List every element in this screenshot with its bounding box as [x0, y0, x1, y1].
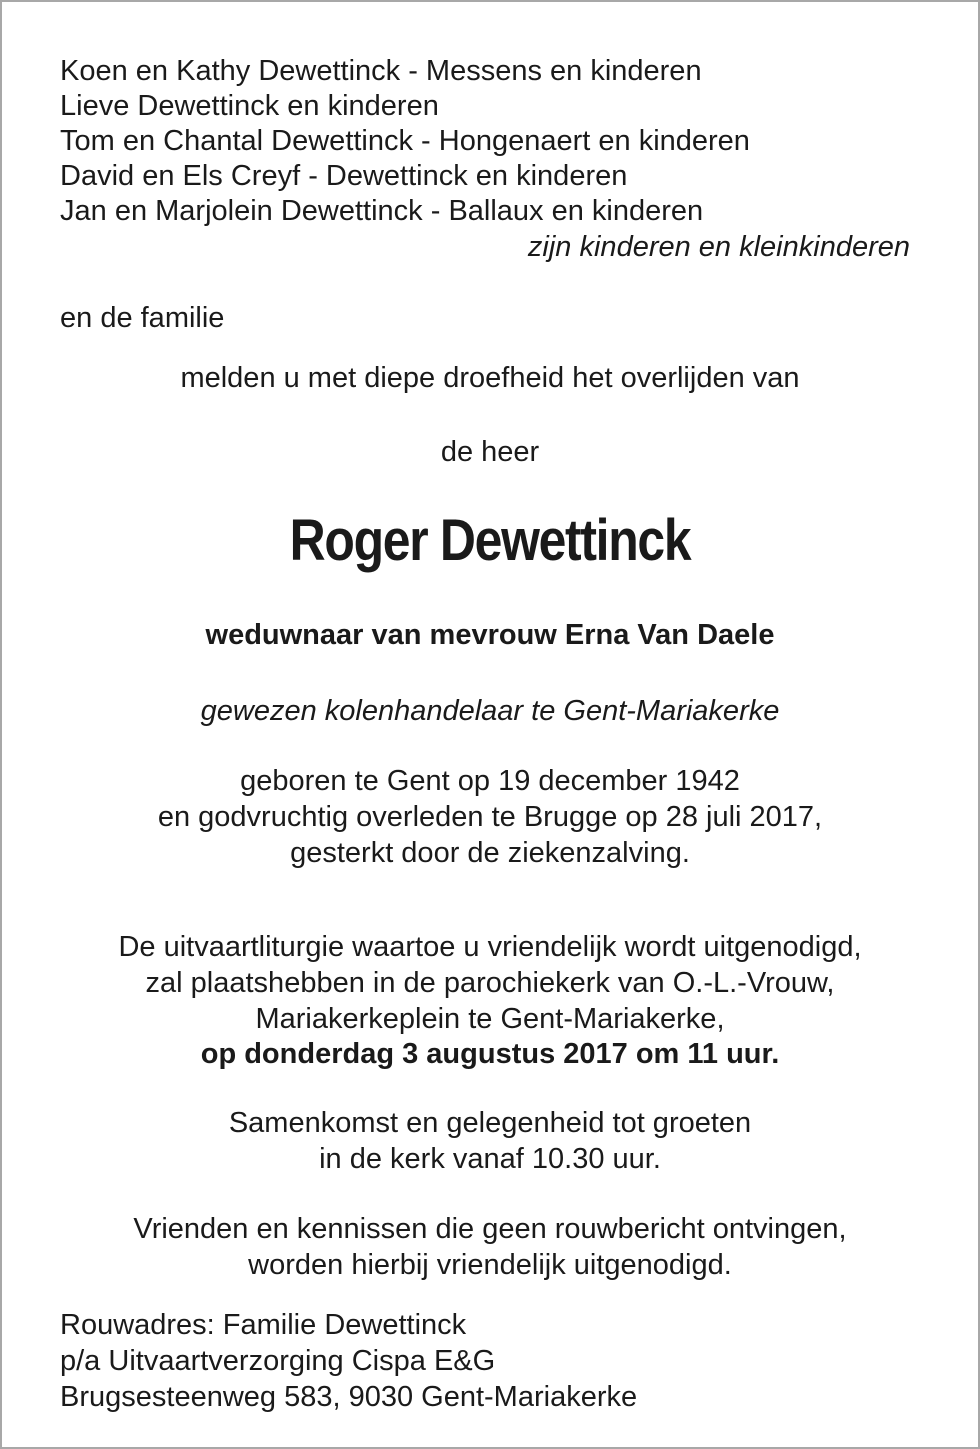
funeral-datetime: op donderdag 3 augustus 2017 om 11 uur.: [200, 1038, 780, 1070]
funeral-line-2: zal plaatshebben in de parochiekerk van O.-L.-Vrouw,: [145, 967, 835, 999]
invitation-line-1: Vrienden en kennissen die geen rouwbericht ontvingen,: [133, 1213, 847, 1245]
family-line-4: David en Els Creyf - Dewettinck en kinderen: [60, 160, 628, 192]
family-line-1: Koen en Kathy Dewettinck - Messens en kinderen: [60, 55, 702, 87]
sacrament-line: gesterkt door de ziekenzalving.: [290, 837, 690, 869]
address-line-1: Rouwadres: Familie Dewettinck: [60, 1309, 467, 1341]
address-line-3: Brugsesteenweg 583, 9030 Gent-Mariakerke: [60, 1381, 638, 1413]
family-line-2: Lieve Dewettinck en kinderen: [60, 90, 439, 122]
gathering-line-1: Samenkomst en gelegenheid tot groeten: [228, 1107, 752, 1139]
family-role: zijn kinderen en kleinkinderen: [527, 231, 910, 263]
invitation-line-2: worden hierbij vriendelijk uitgenodigd.: [248, 1249, 732, 1281]
funeral-line-1: De uitvaartliturgie waartoe u vriendelijk wordt uitgenodigd,: [118, 931, 862, 963]
funeral-line-3: Mariakerkeplein te Gent-Mariakerke,: [255, 1003, 725, 1035]
family-line-5: Jan en Marjolein Dewettinck - Ballaux en kinderen: [60, 195, 704, 227]
family-line-3: Tom en Chantal Dewettinck - Hongenaert en kinderen: [60, 125, 750, 157]
honorific: de heer: [440, 436, 540, 468]
gathering-line-2: in de kerk vanaf 10.30 uur.: [319, 1143, 661, 1175]
birth-line: geboren te Gent op 19 december 1942: [240, 765, 740, 797]
death-line: en godvruchtig overleden te Brugge op 28 juli 2017,: [157, 801, 823, 833]
spouse-line: weduwnaar van mevrouw Erna Van Daele: [205, 619, 775, 651]
address-line-2: p/a Uitvaartverzorging Cispa E&G: [60, 1345, 496, 1377]
announcement: melden u met diepe droefheid het overlijden van: [180, 362, 800, 394]
extended-family: en de familie: [60, 302, 225, 334]
occupation: gewezen kolenhandelaar te Gent-Mariakerke: [200, 695, 780, 727]
deceased-name: Roger Dewettinck: [289, 508, 691, 573]
